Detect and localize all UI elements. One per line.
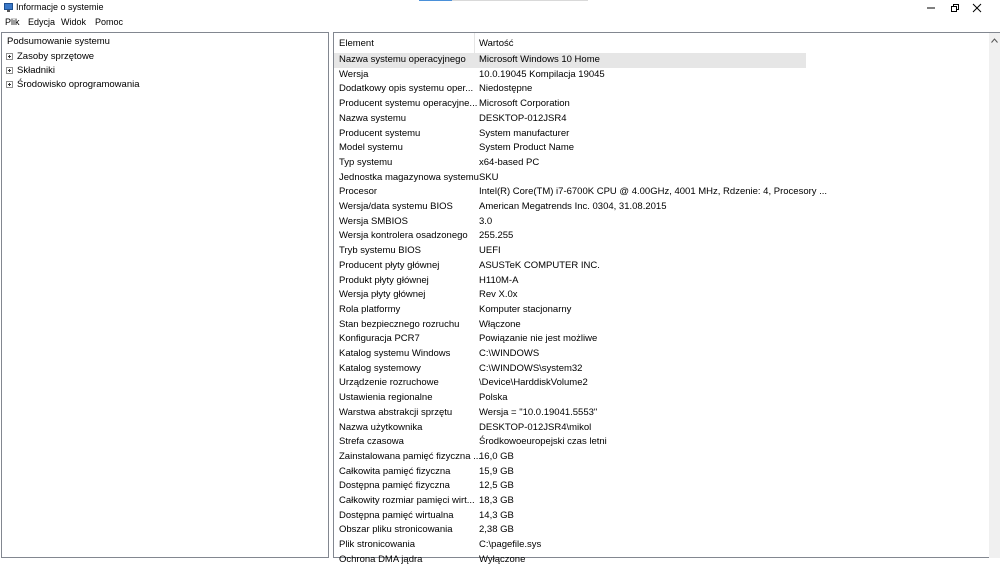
cell-element: Rola platformy [339,303,401,315]
menu-plik[interactable]: Plik [5,17,20,27]
cell-value: ASUSTeK COMPUTER INC. [479,259,600,271]
tree-item-system-summary[interactable]: Podsumowanie systemu [7,36,110,47]
cell-element: Wersja/data systemu BIOS [339,201,453,212]
category-tree[interactable] [1,32,329,558]
cell-element: Typ systemu [339,156,393,168]
cell-value: DESKTOP-012JSR4\mikol [479,421,592,433]
cell-element: Całkowity rozmiar pamięci wirt... [339,495,475,506]
menu-edycja[interactable]: Edycja [28,17,56,27]
cell-element: Konfiguracja PCR7 [339,333,420,345]
window-title: Informacje o systemie [16,2,104,12]
table-row[interactable] [334,141,806,156]
table-row[interactable] [334,376,806,391]
expand-icon[interactable] [6,67,13,74]
cell-element: Katalog systemu Windows [339,348,451,359]
cell-value: American Megatrends Inc. 0304, 31.08.2015 [479,201,667,212]
cell-element: Procesor [339,186,378,198]
table-row[interactable] [334,479,806,494]
cell-value: Wersja = "10.0.19041.5553" [479,406,598,418]
cell-value: 18,3 GB [479,495,514,506]
details-list[interactable] [333,32,1000,565]
cell-value: 12,5 GB [479,480,514,492]
cell-element: Warstwa abstrakcji sprzętu [339,406,453,418]
cell-value: Microsoft Windows 10 Home [479,54,600,65]
table-row[interactable] [334,82,806,97]
cell-element: Plik stronicowania [339,539,416,551]
cell-element: Dostępna pamięć fizyczna [339,480,450,492]
cell-element: Wersja kontrolera osadzonego [339,230,468,242]
cell-value: System manufacturer [479,127,570,139]
scroll-up-arrow-icon[interactable] [991,38,998,43]
close-button[interactable] [954,0,1000,15]
table-row[interactable] [334,112,806,127]
table-row[interactable] [334,406,806,421]
table-row[interactable] [334,523,806,538]
cell-element: Urządzenie rozruchowe [339,377,439,389]
cell-element: Tryb systemu BIOS [339,245,421,257]
cell-element: Produkt płyty głównej [339,274,429,286]
table-row[interactable] [334,332,806,347]
cell-value: x64-based PC [479,156,540,168]
cell-value: Włączone [479,318,521,330]
cell-element: Katalog systemowy [339,362,421,374]
table-row[interactable] [334,229,806,244]
cell-element: Strefa czasowa [339,436,404,448]
table-row[interactable] [334,421,806,436]
cell-value: Wyłączone [479,553,526,565]
cell-value: 15,9 GB [479,465,514,477]
tree-item-label: Środowisko oprogramowania [17,79,140,90]
cell-value: 16,0 GB [479,450,514,462]
table-row[interactable] [334,494,806,509]
cell-value: Niedostępne [479,83,533,95]
table-row[interactable] [334,200,806,215]
cell-value: Środkowoeuropejski czas letni [479,436,607,448]
cell-value: 14,3 GB [479,509,514,521]
menu-widok[interactable]: Widok [61,17,87,27]
cell-value: Rev X.0x [479,289,518,301]
table-row[interactable] [334,553,806,567]
cell-value: 10.0.19045 Kompilacja 19045 [479,68,605,80]
table-row[interactable] [334,288,806,303]
cell-element: Producent płyty głównej [339,259,440,271]
table-row[interactable] [334,185,828,200]
menu-pomoc[interactable]: Pomoc [95,17,124,27]
table-row[interactable] [334,303,806,318]
cell-element: Wersja SMBIOS [339,215,408,227]
cell-element: Ochrona DMA jądra [339,553,423,565]
table-row[interactable] [334,435,806,450]
cell-element: Dodatkowy opis systemu oper... [339,83,474,95]
expand-icon[interactable] [6,53,13,60]
table-row[interactable] [334,465,806,480]
title-divider-line [452,0,588,1]
table-row[interactable] [334,259,806,274]
cell-element: Producent systemu operacyjne... [339,98,478,110]
column-header-value[interactable]: Wartość [479,38,514,49]
cell-element: Zainstalowana pamięć fizyczna ... [339,450,482,462]
cell-element: Nazwa użytkownika [339,421,423,433]
cell-element: Producent systemu [339,127,421,139]
table-row[interactable] [334,538,806,553]
table-row[interactable] [334,127,806,142]
table-row[interactable] [334,509,806,524]
table-row[interactable] [334,274,806,289]
table-row[interactable] [334,347,806,362]
table-row[interactable] [334,391,806,406]
cell-element: Ustawienia regionalne [339,392,433,404]
table-row[interactable] [334,97,806,112]
table-row[interactable] [334,156,806,171]
cell-value: UEFI [479,245,501,257]
cell-value: C:\pagefile.sys [479,539,542,551]
list-header [334,33,806,53]
vertical-scrollbar[interactable] [989,33,1000,558]
cell-element: Całkowita pamięć fizyczna [339,465,451,477]
cell-value: DESKTOP-012JSR4 [479,112,567,124]
table-row[interactable] [334,362,806,377]
cell-value: System Product Name [479,142,575,154]
cell-value: Intel(R) Core(TM) i7-6700K CPU @ 4.00GHz, 4001 MHz, Rdzenie: 4, Procesory ... [479,186,828,198]
close-icon [972,3,982,13]
cell-value: C:\WINDOWS [479,348,540,359]
cell-value: SKU [479,171,499,183]
cell-value: Powiązanie nie jest możliwe [479,333,598,345]
table-row[interactable] [334,318,806,333]
cell-element: Jednostka magazynowa systemu [339,171,479,183]
expand-icon[interactable] [6,81,13,88]
table-row[interactable] [334,68,806,83]
tree-item-hardware-resources[interactable] [6,51,94,62]
title-accent-line [419,0,452,1]
cell-element: Nazwa systemu [339,112,407,124]
cell-value: C:\WINDOWS\system32 [479,362,583,374]
cell-element: Wersja płyty głównej [339,289,426,301]
cell-element: Dostępna pamięć wirtualna [339,509,454,521]
cell-value: 2,38 GB [479,524,514,536]
tree-item-components[interactable] [6,65,55,76]
cell-value: Komputer stacjonarny [479,303,572,315]
table-row[interactable] [334,171,806,186]
cell-element: Wersja [339,68,369,80]
tree-item-label: Zasoby sprzętowe [17,51,95,62]
table-row[interactable] [334,450,806,465]
cell-element: Stan bezpiecznego rozruchu [339,318,460,330]
column-divider[interactable] [474,33,475,53]
cell-element: Model systemu [339,142,403,154]
cell-element: Obszar pliku stronicowania [339,524,453,536]
column-header-element[interactable]: Element [339,38,374,49]
tree-item-label: Składniki [17,65,56,76]
tree-item-software-environment[interactable] [6,79,140,90]
table-row[interactable] [334,244,806,259]
system-info-icon [4,3,13,12]
cell-element: Nazwa systemu operacyjnego [339,54,466,65]
cell-value: Microsoft Corporation [479,98,570,110]
cell-value: \Device\HarddiskVolume2 [479,377,588,389]
cell-value: Polska [479,392,508,404]
title-bar [0,0,1000,15]
cell-value: H110M-A [479,274,519,286]
menu-bar [0,15,1000,30]
cell-value: 3.0 [479,215,493,227]
cell-value: 255.255 [479,230,514,242]
table-row[interactable] [334,53,806,68]
table-row[interactable] [334,215,806,230]
